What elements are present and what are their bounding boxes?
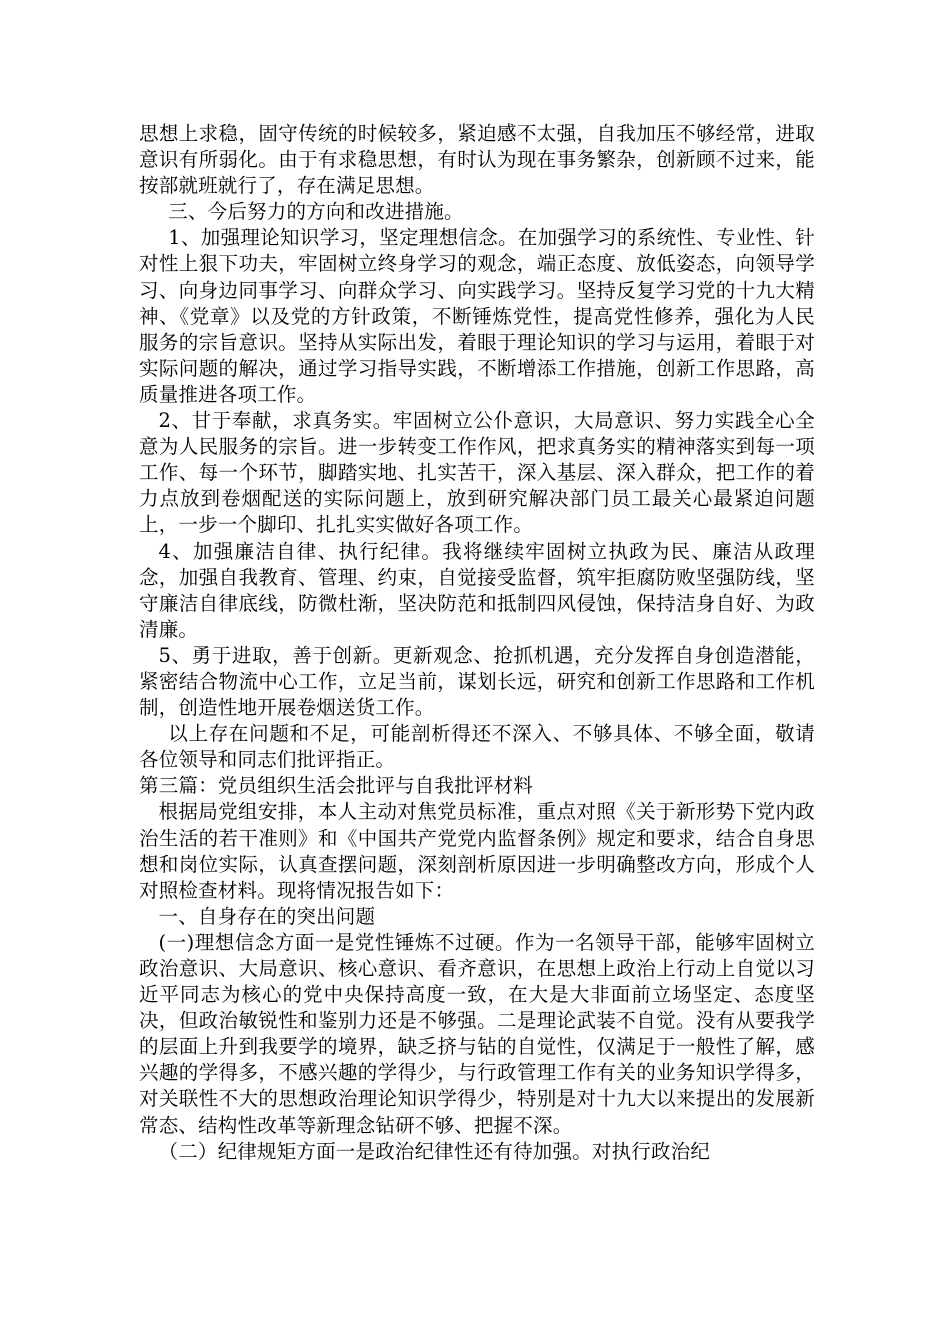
paragraph: 4、加强廉洁自律、执行纪律。我将继续牢固树立执政为民、廉洁从政理念，加强自我教育、管理、约束，自觉接受监督，筑牢拒腐防败坚强防线，坚守廉洁自律底线，防微杜渐，坚决防范和抵制四风侵蚀，保持洁身自好、为政清廉。 [139, 539, 815, 641]
paragraph: (一)理想信念方面一是党性锤炼不过硬。作为一名领导干部，能够牢固树立政治意识、大局意识、核心意识、看齐意识，在思想上政治上行动上自觉以习近平同志为核心的党中央保持高度一致，在大是大非面前立场坚定、态度坚决，但政治敏锐性和鉴别力还是不够强。二是理论武装不自觉。没有从要我学的层面上升到我要学的境界，缺乏挤与钻的自觉性，仅满足于一般性了解，感兴趣的学得多，不感兴趣的学得少，与行政管理工作有关的业务知识学得多，对关联性不大的思想政治理论知识学得少，特别是对十九大以来提出的发展新常态、结构性改革等新理念钻研不够、把握不深。 [139, 930, 815, 1137]
section-heading-problems: 一、自身存在的突出问题 [158, 904, 376, 928]
section-heading-improvement: 三、今后努力的方向和改进措施。 [168, 200, 464, 224]
paragraph: 2、甘于奉献，求真务实。牢固树立公仆意识，大局意识、努力实践全心全意为人民服务的宗旨。进一步转变工作作风，把求真务实的精神落实到每一项工作、每一个环节，脚踏实地、扎实苦干，深入基层、深入群众，把工作的着力点放到卷烟配送的实际问题上，放到研究解决部门员工最关心最紧迫问题上，一步一个脚印、扎扎实实做好各项工作。 [139, 409, 815, 537]
paragraph: 以上存在问题和不足，可能剖析得还不深入、不够具体、不够全面，敬请各位领导和同志们批评指正。 [139, 722, 815, 772]
paragraph: 思想上求稳，固守传统的时候较多，紧迫感不太强，自我加压不够经常，进取意识有所弱化。由于有求稳思想，有时认为现在事务繁杂，创新顾不过来，能按部就班就行了，存在满足思想。 [139, 122, 815, 198]
document-body [139, 121, 815, 1165]
paragraph: 1、加强理论知识学习，坚定理想信念。在加强学习的系统性、专业性、针对性上狠下功夫，牢固树立终身学习的观念，端正态度、放低姿态，向领导学习、向身边同事学习、向群众学习、向实践学习。坚持反复学习党的十九大精神、《党章》以及党的方针政策，不断锤炼党性，提高党性修养，强化为人民服务的宗旨意识。坚持从实际出发，着眼于理论知识的学习与运用，着眼于对实际问题的解决，通过学习指导实践，不断增添工作措施，创新工作思路，高质量推进各项工作。 [139, 226, 815, 406]
paragraph: 5、勇于进取，善于创新。更新观念、抢抓机遇，充分发挥自身创造潜能，紧密结合物流中心工作，立足当前，谋划长远，研究和创新工作思路和工作机制，创造性地开展卷烟送货工作。 [139, 643, 815, 720]
paragraph: （二）纪律规矩方面一是政治纪律性还有待加强。对执行政治纪 [158, 1139, 711, 1163]
paragraph: 根据局党组安排，本人主动对焦党员标准，重点对照《关于新形势下党内政治生活的若干准则》和《中国共产党党内监督条例》规定和要求，结合自身思想和岗位实际，认真查摆问题，深刻剖析原因进一步明确整改方向，形成个人对照检查材料。现将情况报告如下： [139, 800, 815, 902]
chapter-title: 第三篇：党员组织生活会批评与自我批评材料 [139, 774, 534, 798]
